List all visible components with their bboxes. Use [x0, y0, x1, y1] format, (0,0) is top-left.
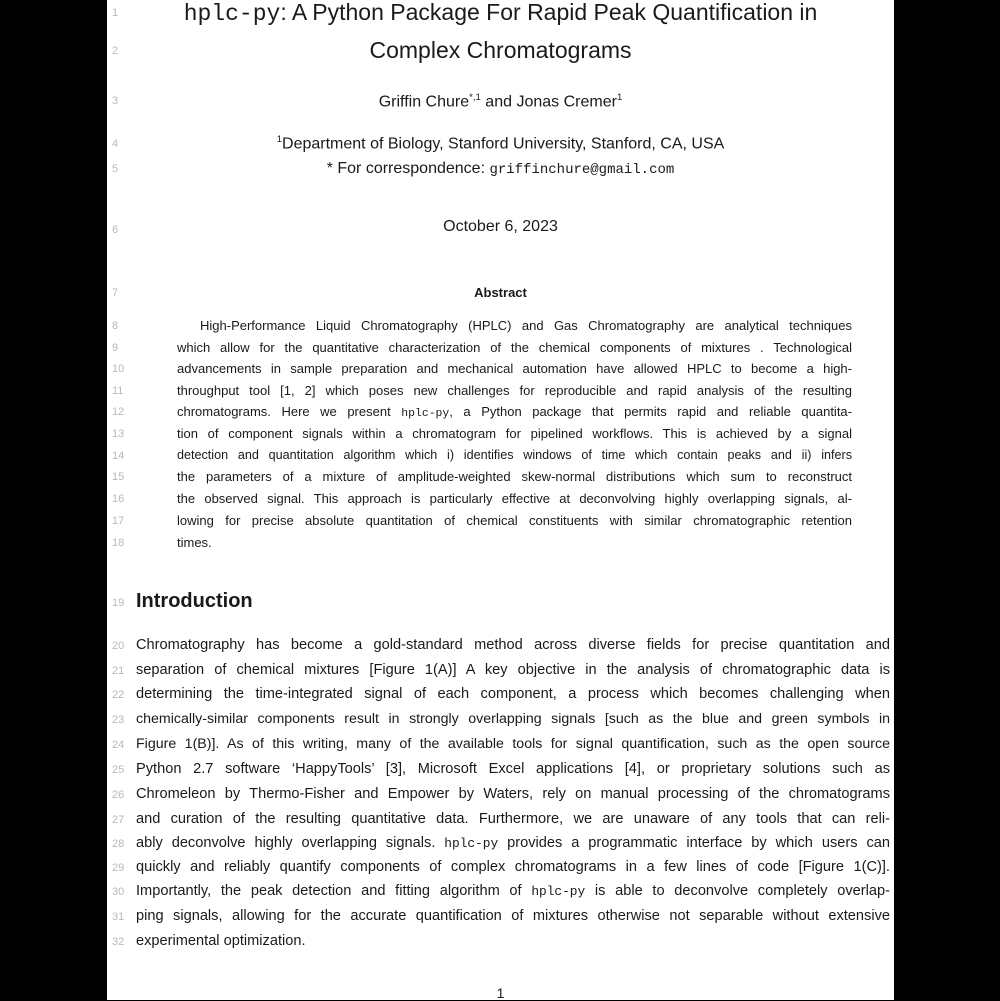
line-number: 14: [112, 450, 125, 462]
line-number: 22: [112, 689, 125, 701]
affiliation-mark: 1: [276, 134, 283, 145]
line-number: 27: [112, 814, 125, 826]
intro-line: ping signals, allowing for the accurate quantification of mixtures otherwise not separable without extensive: [136, 908, 890, 924]
paper-title-line-2: Complex Chromatograms: [369, 37, 632, 63]
abstract-heading: Abstract: [474, 285, 527, 300]
line-number: 11: [112, 385, 124, 397]
line-number: 7: [112, 287, 119, 299]
abstract-line: the observed signal. This approach is particularly effective at deconvolving highly overlapping signals, al-: [177, 491, 852, 506]
line-number: 4: [112, 138, 119, 150]
line-number: 3: [112, 95, 119, 107]
intro-line: quickly and reliably quantify components of complex chromatograms in a few lines of code [Figure 1(C)].: [136, 859, 890, 875]
line-number: 13: [112, 428, 125, 440]
intro-line: chemically-similar components result in strongly overlapping signals [such as the blue and green symbols in: [136, 711, 890, 727]
line-number: 19: [112, 597, 125, 609]
title-package-name: hplc-py: [183, 1, 281, 27]
line-number: 21: [112, 665, 125, 677]
affiliation: [107, 134, 894, 153]
line-number: 16: [112, 493, 125, 505]
line-number: 28: [112, 838, 125, 850]
intro-line: Importantly, the peak detection and fitting algorithm of hplc-py is able to deconvolve completely overlap-: [136, 883, 890, 899]
correspondence-email[interactable]: griffinchure@gmail.com: [489, 162, 675, 178]
line-number: 15: [112, 471, 125, 483]
section-heading-introduction: Introduction: [136, 590, 253, 612]
line-number: 5: [112, 163, 119, 175]
author-affiliation-mark: 1: [616, 92, 623, 103]
intro-line: and curation of the resulting quantitative data. Furthermore, we are unaware of any tools that can reli-: [136, 811, 890, 827]
author-name: Griffin Chure: [378, 93, 470, 111]
line-number: 20: [112, 640, 125, 652]
line-number: 9: [112, 342, 119, 354]
author-affiliation-mark: *,1: [469, 92, 481, 103]
line-number: 2: [112, 45, 119, 57]
intro-line: determining the time-integrated signal of each component, a process which becomes challenging when: [136, 686, 890, 702]
correspondence-label: * For correspondence:: [326, 160, 490, 177]
abstract-line: detection and quantitation algorithm which i) identifies windows of time which contain peaks and ii) infers: [177, 448, 852, 462]
intro-line: Figure 1(B)]. As of this writing, many of the available tools for signal quantification, such as the open source: [136, 736, 890, 752]
publication-date: October 6, 2023: [443, 218, 558, 235]
page-number: 1: [496, 985, 505, 1001]
intro-line: Python 2.7 software ‘HappyTools’ [3], Microsoft Excel applications [4], or proprietary solutions such as: [136, 761, 890, 777]
abstract-line: times.: [177, 535, 212, 550]
line-number: 25: [112, 764, 125, 776]
abstract-line: which allow for the quantitative characterization of the chemical components of mixtures . Technological: [177, 340, 852, 355]
intro-line: Chromatography has become a gold-standard method across diverse fields for precise quantitation and: [136, 637, 890, 653]
title-text: : A Python Package For Rapid Peak Quantification in: [280, 0, 818, 25]
line-number: 24: [112, 739, 125, 751]
line-number: 10: [112, 363, 125, 375]
author-name: Jonas Cremer: [516, 93, 617, 111]
abstract-line: throughput tool [1, 2] which poses new challenges for reproducible and rapid analysis of the resulting: [177, 383, 852, 398]
line-number: 6: [112, 224, 119, 236]
line-number: 26: [112, 789, 125, 801]
line-number: 1: [112, 7, 119, 19]
line-number: 23: [112, 714, 125, 726]
abstract-line: High-Performance Liquid Chromatography (HPLC) and Gas Chromatography are analytical techniques: [200, 318, 852, 333]
author-list: [107, 92, 894, 111]
paper-title-line-1: [107, 0, 894, 33]
intro-line: ably deconvolve highly overlapping signals. hplc-py provides a programmatic interface by which users can: [136, 835, 890, 851]
intro-line: separation of chemical mixtures [Figure 1(A)] A key objective in the analysis of chromatographic data is: [136, 662, 890, 678]
line-number: 12: [112, 406, 125, 418]
abstract-line: the parameters of a mixture of amplitude-weighted skew-normal distributions which sum to reconstruct: [177, 469, 852, 484]
abstract-line: chromatograms. Here we present hplc-py, a Python package that permits rapid and reliable quantita-: [177, 404, 852, 420]
author-conjunction: and: [480, 93, 517, 111]
line-number: 8: [112, 320, 119, 332]
line-number: 30: [112, 886, 125, 898]
affiliation-text: Department of Biology, Stanford University, Stanford, CA, USA: [282, 135, 725, 153]
line-number: 17: [112, 515, 125, 527]
line-number: 31: [112, 911, 125, 923]
abstract-line: advancements in sample preparation and mechanical automation have allowed HPLC to become a high-: [177, 361, 852, 376]
intro-line: Chromeleon by Thermo-Fisher and Empower by Waters, rely on manual processing of the chromatograms: [136, 786, 890, 802]
intro-line: experimental optimization.: [136, 933, 306, 949]
line-number: 18: [112, 537, 125, 549]
line-number: 29: [112, 862, 125, 874]
abstract-line: tion of component signals within a chromatogram for pipelined workflows. This is achieved by a signal: [177, 426, 852, 441]
correspondence: [107, 160, 894, 178]
line-number: 32: [112, 936, 125, 948]
abstract-line: lowing for precise absolute quantitation of chemical constituents with similar chromatographic retention: [177, 513, 852, 528]
